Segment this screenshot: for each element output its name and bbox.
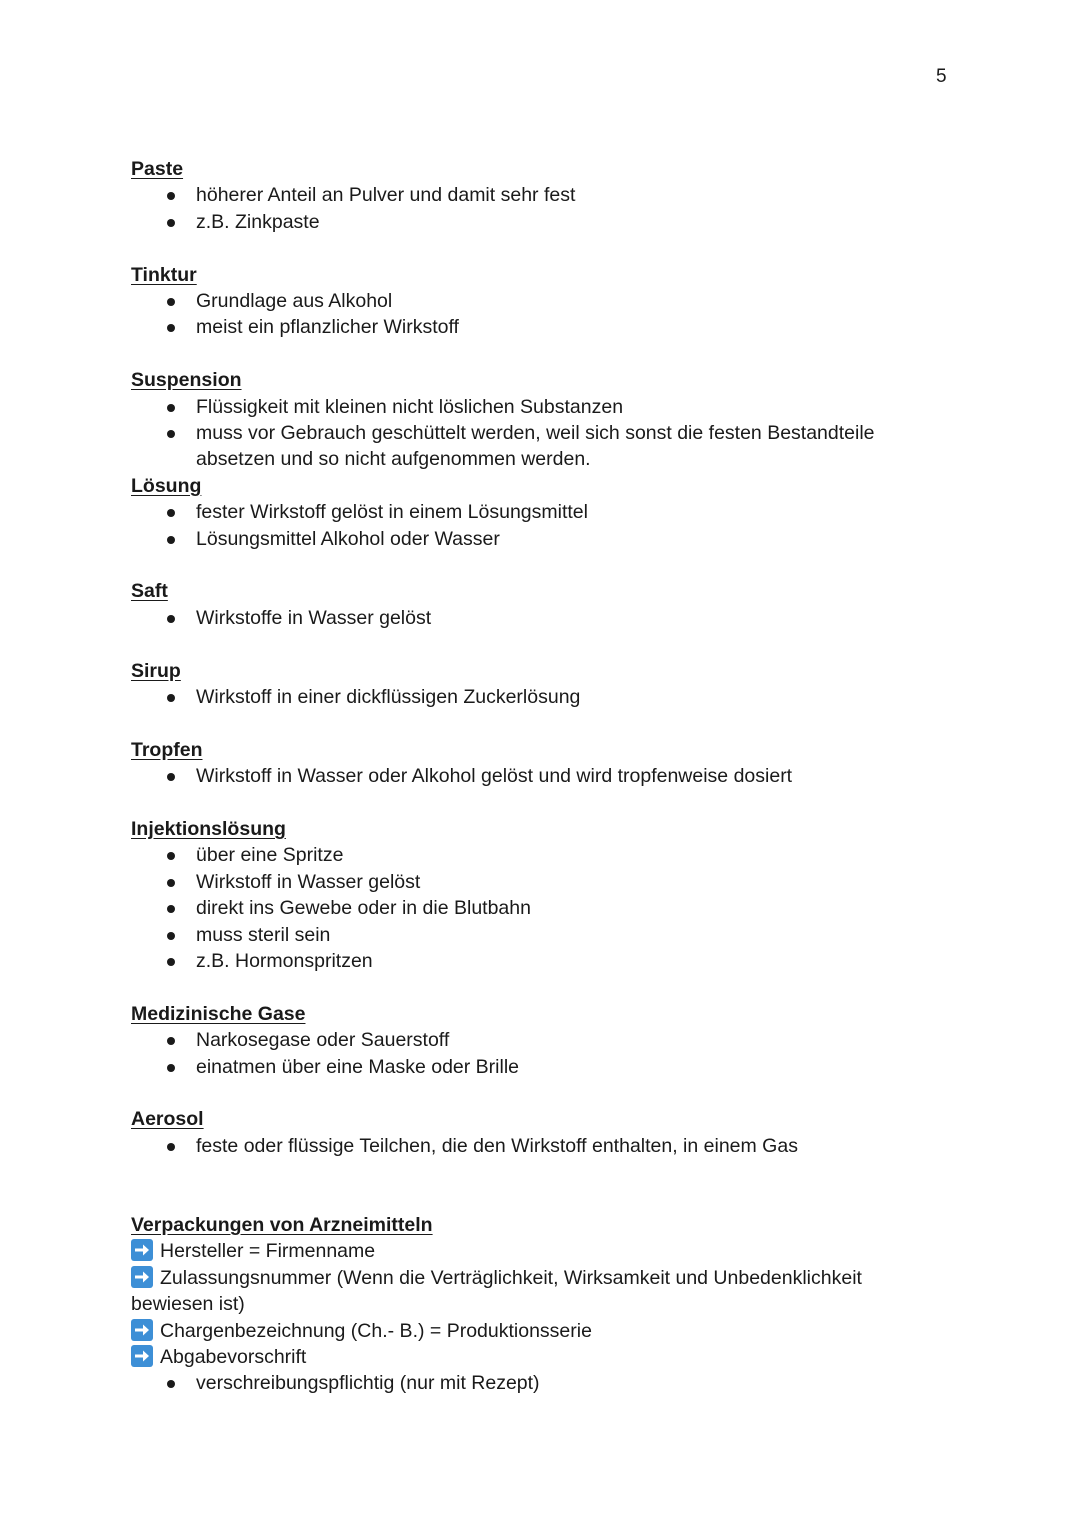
bullet-icon	[167, 694, 175, 702]
bullet-list	[131, 394, 951, 473]
list-item: Wirkstoffe in Wasser gelöst	[131, 605, 951, 631]
section-sirup	[131, 658, 951, 711]
right-arrow-icon	[131, 1266, 153, 1288]
list-item: Wirkstoff in Wasser oder Alkohol gelöst und wird tropfenweise dosiert	[131, 763, 951, 789]
list-item: fester Wirkstoff gelöst in einem Lösungsmittel	[131, 499, 951, 525]
right-arrow-icon	[131, 1319, 153, 1341]
section-tropfen	[131, 737, 951, 790]
list-item: verschreibungspflichtig (nur mit Rezept)	[131, 1370, 951, 1396]
section-heading: Injektionslösung	[131, 817, 286, 840]
bullet-icon	[167, 404, 175, 412]
packaging-line: Hersteller = Firmenname	[131, 1238, 951, 1264]
section-heading: Suspension	[131, 369, 242, 392]
section-verpackungen	[131, 1212, 951, 1397]
bullet-list	[131, 842, 951, 974]
packaging-line: Chargenbezeichnung (Ch.- B.) = Produktionsserie	[131, 1318, 951, 1344]
bullet-list	[131, 684, 951, 710]
bullet-icon	[167, 773, 175, 781]
bullet-icon	[167, 509, 175, 517]
bullet-icon	[167, 932, 175, 940]
list-item: einatmen über eine Maske oder Brille	[131, 1054, 951, 1080]
section-medizinische-gase	[131, 1001, 951, 1080]
bullet-list	[131, 1370, 951, 1396]
bullet-icon	[167, 1143, 175, 1151]
list-item: feste oder flüssige Teilchen, die den Wirkstoff enthalten, in einem Gas	[131, 1133, 951, 1159]
section-heading: Sirup	[131, 659, 181, 682]
section-heading: Medizinische Gase	[131, 1002, 306, 1025]
section-heading: Paste	[131, 158, 184, 180]
section-heading: Tinktur	[131, 263, 197, 286]
right-arrow-icon	[131, 1239, 153, 1261]
bullet-icon	[167, 192, 175, 200]
bullet-icon	[167, 852, 175, 860]
section-heading: Lösung	[131, 474, 202, 497]
list-item: muss steril sein	[131, 922, 951, 948]
list-item: muss vor Gebrauch geschüttelt werden, weil sich sonst die festen Bestandteile absetzen und so nicht aufgenommen werden.	[131, 420, 951, 473]
bullet-icon	[167, 958, 175, 966]
bullet-icon	[167, 536, 175, 544]
list-item: Wirkstoff in einer dickflüssigen Zuckerlösung	[131, 684, 951, 710]
bullet-icon	[167, 1380, 175, 1388]
list-item: meist ein pflanzlicher Wirkstoff	[131, 314, 951, 340]
bullet-icon	[167, 615, 175, 623]
section-heading: Saft	[131, 580, 168, 603]
document-body	[131, 156, 951, 1397]
section-paste	[131, 156, 951, 235]
bullet-list	[131, 182, 951, 235]
bullet-icon	[167, 324, 175, 332]
bullet-list	[131, 763, 951, 789]
section-heading: Tropfen	[131, 738, 203, 761]
list-item: höherer Anteil an Pulver und damit sehr fest	[131, 182, 951, 208]
bullet-icon	[167, 298, 175, 306]
packaging-line: Zulassungsnummer (Wenn die Verträglichkeit, Wirksamkeit und Unbedenklichkeit bewiesen ist)	[131, 1266, 862, 1316]
section-aerosol	[131, 1106, 951, 1159]
section-saft	[131, 578, 951, 631]
right-arrow-icon	[131, 1345, 153, 1367]
section-suspension	[131, 367, 951, 473]
bullet-list	[131, 288, 951, 341]
section-tinktur	[131, 262, 951, 341]
page-number: 5	[936, 66, 947, 87]
list-item: Lösungsmittel Alkohol oder Wasser	[131, 526, 951, 552]
section-heading: Aerosol	[131, 1108, 204, 1131]
bullet-list	[131, 605, 951, 631]
section-injektionsloesung	[131, 816, 951, 974]
list-item: Wirkstoff in Wasser gelöst	[131, 869, 951, 895]
bullet-list	[131, 499, 951, 552]
list-item: über eine Spritze	[131, 842, 951, 868]
bullet-icon	[167, 430, 175, 438]
list-item: Grundlage aus Alkohol	[131, 288, 951, 314]
section-heading: Verpackungen von Arzneimitteln	[131, 1213, 433, 1236]
list-item: z.B. Zinkpaste	[131, 209, 951, 235]
bullet-icon	[167, 1037, 175, 1045]
bullet-icon	[167, 1064, 175, 1072]
list-item: direkt ins Gewebe oder in die Blutbahn	[131, 895, 951, 921]
bullet-list	[131, 1027, 951, 1080]
list-item: Flüssigkeit mit kleinen nicht löslichen Substanzen	[131, 394, 951, 420]
section-loesung	[131, 473, 951, 552]
bullet-icon	[167, 905, 175, 913]
bullet-icon	[167, 219, 175, 227]
packaging-line: Abgabevorschrift	[131, 1344, 951, 1370]
list-item: z.B. Hormonspritzen	[131, 948, 951, 974]
bullet-icon	[167, 879, 175, 887]
list-item: Narkosegase oder Sauerstoff	[131, 1027, 951, 1053]
bullet-list	[131, 1133, 951, 1159]
